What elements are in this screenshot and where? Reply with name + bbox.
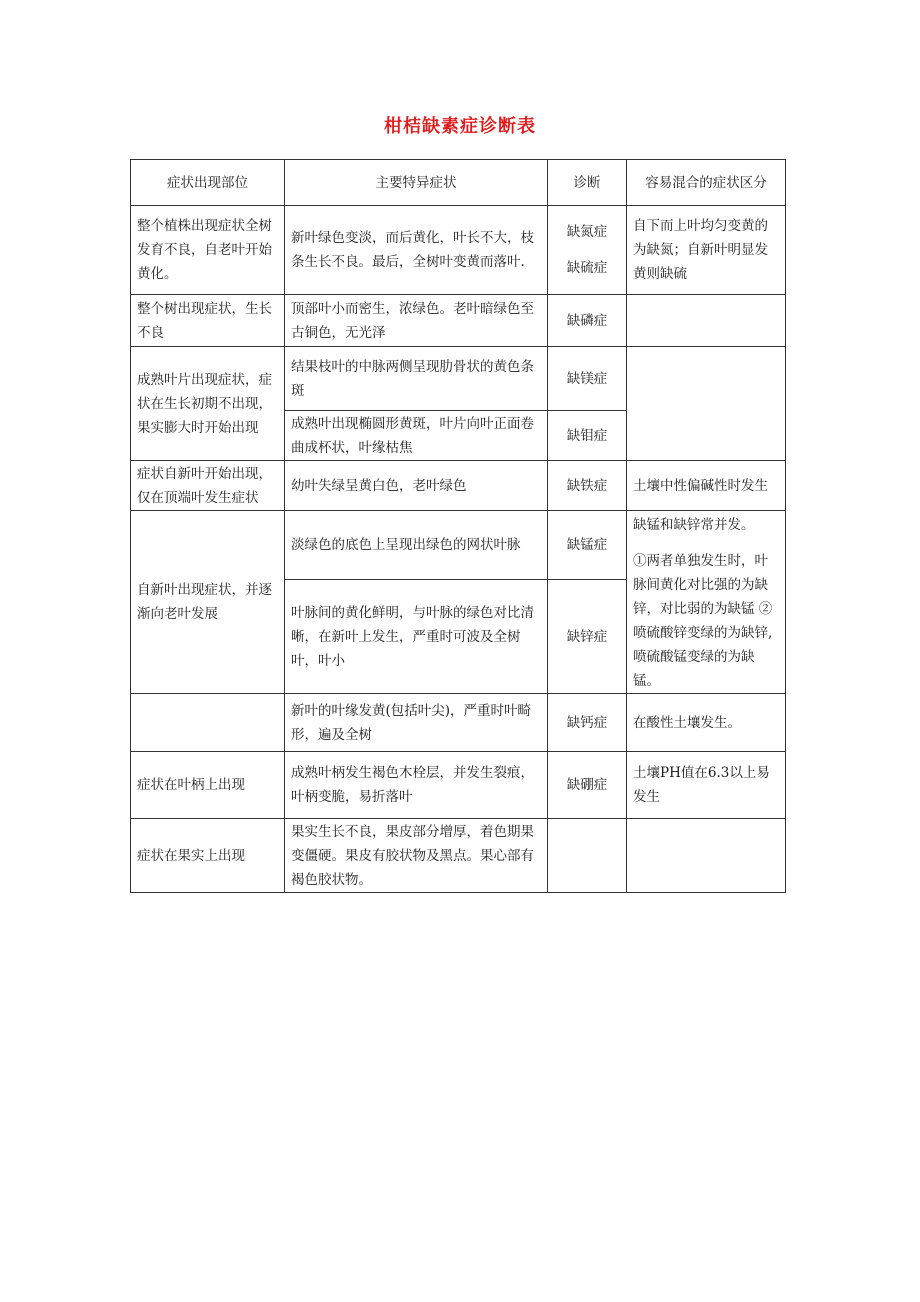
cell-confusion: [627, 511, 786, 694]
cell-location: 整个植株出现症状全树发育不良，自老叶开始黄化。: [131, 206, 285, 295]
header-diagnosis: 诊断: [548, 160, 627, 206]
cell-symptom: 新叶绿色变淡，而后黄化，叶长不大，枝条生长不良。最后，全树叶变黄而落叶.: [285, 206, 548, 295]
cell-location: 症状在叶柄上出现: [131, 752, 285, 819]
table-row: [131, 347, 786, 411]
table-header-row: [131, 160, 786, 206]
cell-confusion: [627, 347, 786, 461]
cell-symptom: 幼叶失绿呈黄白色，老叶绿色: [285, 461, 548, 511]
cell-symptom: 叶脉间的黄化鲜明，与叶脉的绿色对比清晰，在新叶上发生，严重时可波及全树叶，叶小: [285, 580, 548, 694]
cell-diagnosis: 缺钙症: [548, 694, 627, 752]
cell-location: [131, 694, 285, 752]
header-symptom: 主要特异症状: [285, 160, 548, 206]
diagnosis-nitrogen: 缺氮症: [566, 224, 608, 240]
confusion-note-intro: 缺锰和缺锌常并发。: [633, 517, 755, 533]
table-row: [131, 694, 786, 752]
cell-symptom: 成熟叶出现椭圆形黄斑，叶片向叶正面卷曲成杯状，叶缘枯焦: [285, 411, 548, 461]
cell-diagnosis: 缺硼症: [548, 752, 627, 819]
cell-diagnosis: 缺钼症: [548, 411, 627, 461]
cell-confusion: 土壤PH值在6.3以上易发生: [627, 752, 786, 819]
cell-location: 成熟叶片出现症状，症状在生长初期不出现，果实膨大时开始出现: [131, 347, 285, 461]
cell-confusion: [627, 295, 786, 347]
header-location: 症状出现部位: [131, 160, 285, 206]
cell-location: 整个树出现症状，生长不良: [131, 295, 285, 347]
table-row: [131, 752, 786, 819]
table-row: [131, 295, 786, 347]
diagnosis-sulfur: 缺硫症: [566, 260, 608, 276]
cell-confusion: 在酸性土壤发生。: [627, 694, 786, 752]
cell-symptom: 顶部叶小而密生，浓绿色。老叶暗绿色至古铜色，无光泽: [285, 295, 548, 347]
cell-confusion: 土壤中性偏碱性时发生: [627, 461, 786, 511]
page-title: 柑桔缺素症诊断表: [384, 116, 536, 137]
cell-diagnosis: [548, 819, 627, 893]
cell-confusion: [627, 819, 786, 893]
table-row: [131, 511, 786, 580]
cell-symptom: 淡绿色的底色上呈现出绿色的网状叶脉: [285, 511, 548, 580]
cell-symptom: 成熟叶柄发生褐色木栓层，并发生裂痕，叶柄变脆，易折落叶: [285, 752, 548, 819]
cell-location: 症状自新叶开始出现，仅在顶端叶发生症状: [131, 461, 285, 511]
cell-diagnosis: 缺锌症: [548, 580, 627, 694]
cell-diagnosis: [548, 206, 627, 295]
cell-symptom: 结果枝叶的中脉两侧呈现肋骨状的黄色条斑: [285, 347, 548, 411]
cell-location: 症状在果实上出现: [131, 819, 285, 893]
cell-diagnosis: 缺铁症: [548, 461, 627, 511]
diagnosis-table: [130, 159, 786, 893]
cell-confusion: 自下而上叶均匀变黄的为缺氮；自新叶明显发黄则缺硫: [627, 206, 786, 295]
header-confusion: 容易混合的症状区分: [627, 160, 786, 206]
cell-symptom: 新叶的叶缘发黄(包括叶尖)，严重时叶畸形，遍及全树: [285, 694, 548, 752]
table-row: [131, 819, 786, 893]
table-row: [131, 206, 786, 295]
cell-location: 自新叶出现症状，并逐渐向老叶发展: [131, 511, 285, 694]
cell-diagnosis: 缺锰症: [548, 511, 627, 580]
cell-diagnosis: 缺磷症: [548, 295, 627, 347]
cell-symptom: 果实生长不良，果皮部分增厚，着色期果变僵硬。果皮有胶状物及黑点。果心部有褐色胶状物。: [285, 819, 548, 893]
confusion-note-detail: ①两者单独发生时，叶脉间黄化对比强的为缺锌，对比弱的为缺锰 ②喷硫酸锌变绿的为缺锌,喷硫酸锰变绿的为缺锰。: [633, 553, 773, 689]
cell-diagnosis: 缺镁症: [548, 347, 627, 411]
table-row: [131, 461, 786, 511]
